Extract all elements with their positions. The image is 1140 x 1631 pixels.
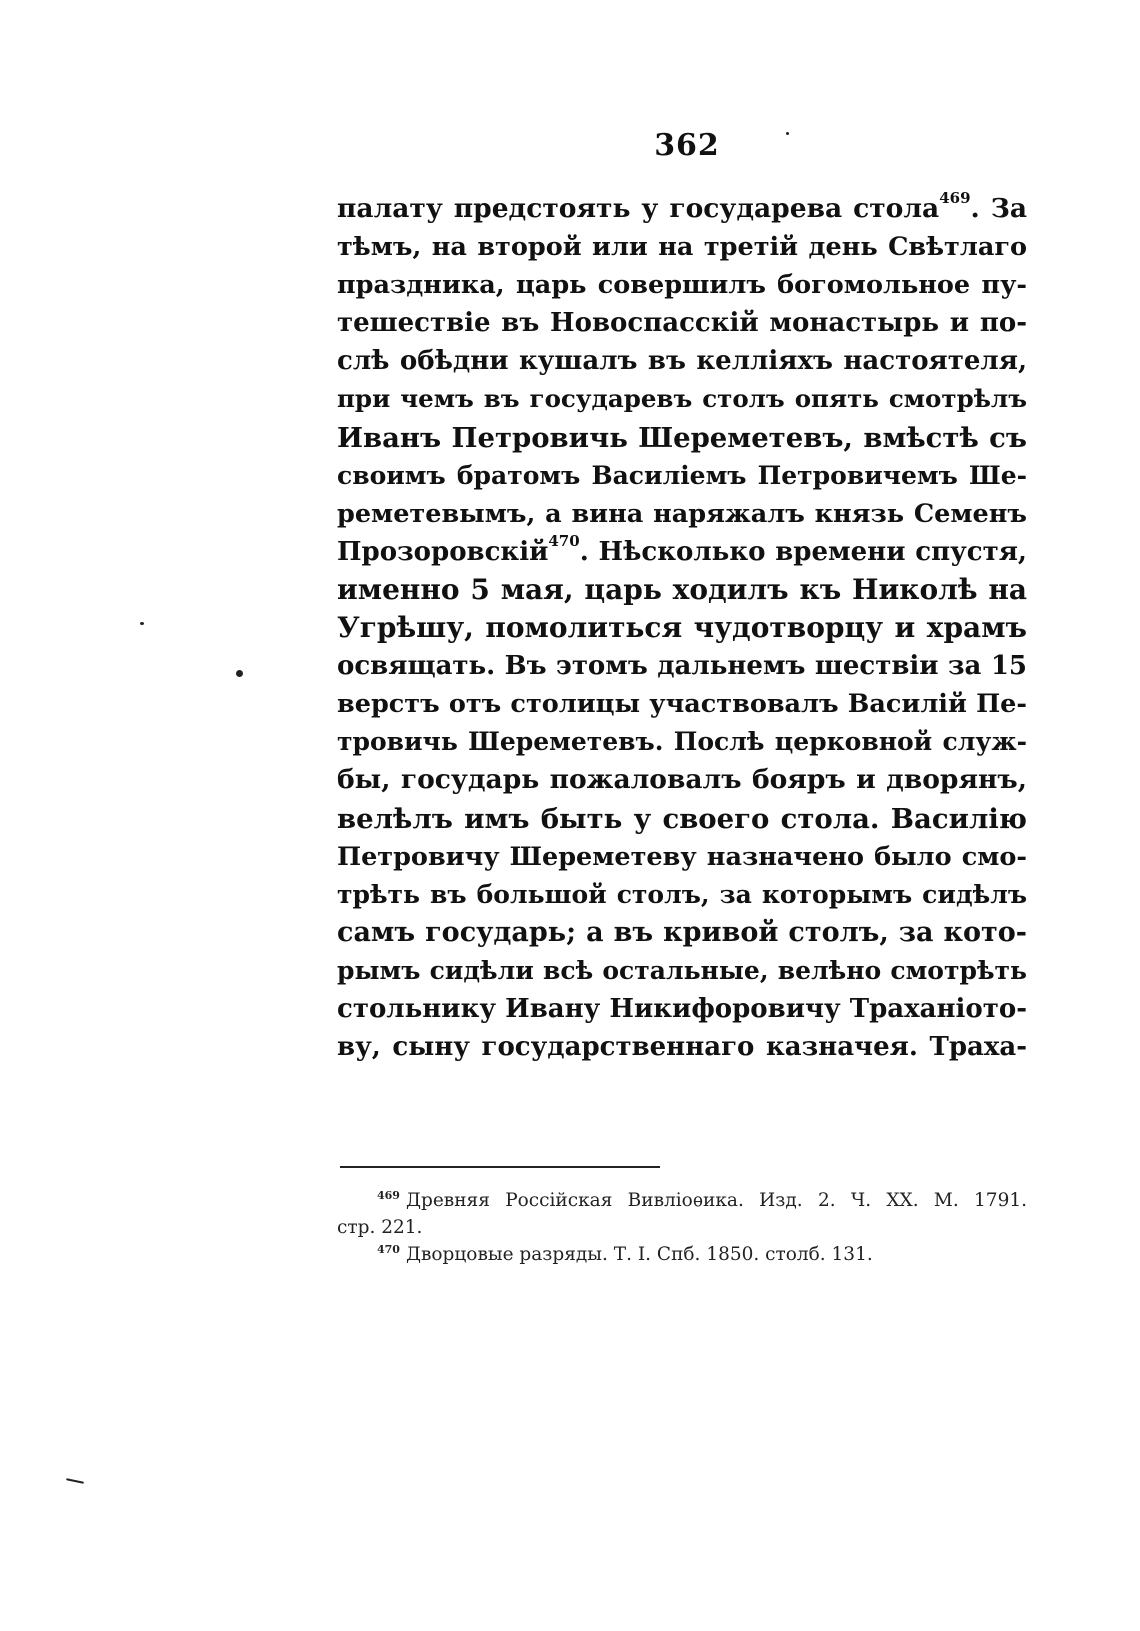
footnote-separator — [340, 1166, 660, 1168]
text-line: палату предстоять у государева стола$^{469}$. За — [337, 189, 1028, 224]
scan-speck — [140, 622, 144, 625]
text-line: тѣмъ, на второй или на третій день Свѣтлаго — [337, 232, 1027, 263]
text-line: освящать. Въ этомъ дальнемъ шествіи за 15 — [337, 651, 1027, 682]
text-line: велѣлъ имъ быть у своего стола. Василію — [337, 802, 1027, 835]
text-line: Прозоровскій$^{470}$. Нѣсколько времени спустя, — [337, 531, 1027, 567]
footnote-number: 469 — [377, 1189, 400, 1202]
text-line: реметевымъ, а вина наряжалъ князь Семенъ — [337, 498, 1027, 529]
text-line: верстъ отъ столицы участвовалъ Василій Пе- — [337, 689, 1027, 720]
footnote-text: Древняя Россійская Вивліоѳика. Изд. 2. Ч. XX. М. 1791. — [405, 1190, 1027, 1211]
body-text — [337, 190, 1027, 1066]
scan-speck — [786, 132, 789, 135]
footnote-469-continued: стр. 221. — [337, 1217, 423, 1238]
text-line: тровичь Шереметевъ. Послѣ церковной служ- — [337, 727, 1027, 757]
page-number: 362 — [654, 128, 720, 163]
text-line: рымъ сидѣли всѣ остальные, велѣно смотрѣть — [337, 955, 1027, 985]
text-line: праздника, царь совершилъ богомольное пу- — [337, 270, 1027, 301]
text-line: тешествіе въ Новоспасскій монастырь и по- — [337, 308, 1027, 339]
footnote-ref[interactable]: 470 — [548, 531, 580, 550]
scan-speck — [66, 1478, 84, 1484]
text-line: стольнику Ивану Никифоровичу Траханіото- — [337, 993, 1027, 1024]
text-line: трѣть въ большой столъ, за которымъ сидѣлъ — [337, 879, 1027, 909]
text-line: Угрѣшу, помолиться чудотворцу и храмъ — [337, 611, 1027, 645]
text-line: ву, сыну государственнаго казначея. Траха- — [337, 1032, 1027, 1063]
footnote-469 — [337, 1187, 1027, 1214]
text-line: именно 5 мая, царь ходилъ къ Николѣ на — [337, 572, 1027, 606]
footnote-text: Дворцовые разряды. Т. I. Спб. 1850. столб. 131. — [405, 1244, 873, 1265]
text-line: бы, государь пожаловалъ бояръ и дворянъ, — [337, 764, 1027, 796]
text-line: своимъ братомъ Василіемъ Петровичемъ Ше- — [337, 460, 1027, 490]
text-line: Петровичу Шереметеву назначено было смо- — [337, 841, 1027, 872]
text-line: самъ государь; а въ кривой столъ, за кото- — [337, 916, 1027, 948]
text-line: при чемъ въ государевъ столъ опять смотрѣлъ — [337, 384, 1027, 414]
footnote-number: 470 — [377, 1243, 400, 1256]
scan-speck — [236, 670, 243, 677]
footnotes — [337, 1187, 1027, 1268]
text-line: Иванъ Петровичь Шереметевъ, вмѣстѣ съ — [337, 421, 1027, 454]
footnote-ref[interactable]: 469 — [939, 189, 971, 207]
footnote-470 — [337, 1241, 1027, 1268]
text-line: слѣ обѣдни кушалъ въ келліяхъ настоятеля, — [337, 346, 1027, 377]
